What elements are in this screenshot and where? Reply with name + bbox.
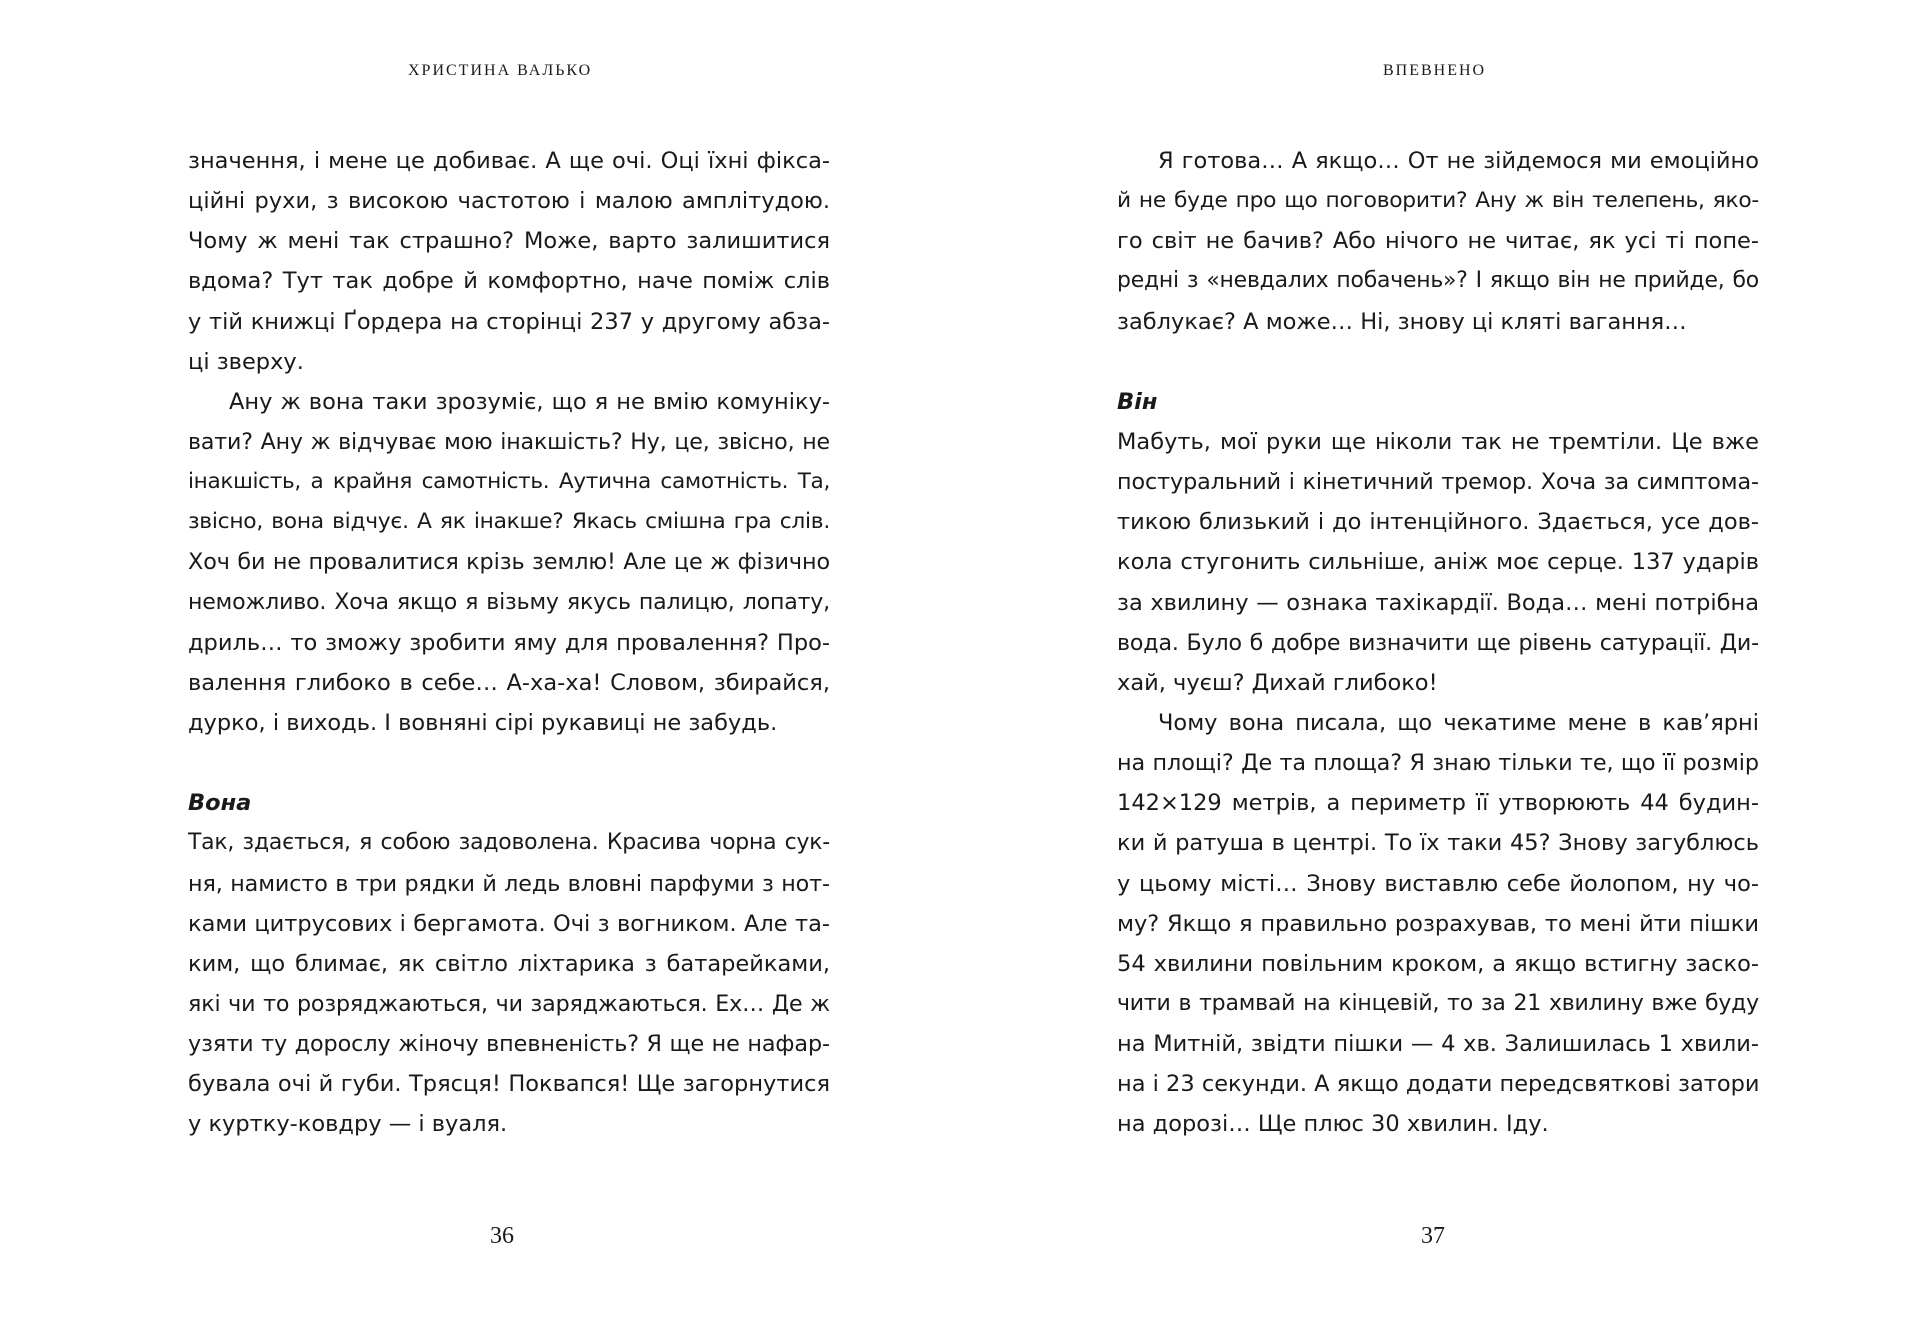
text-line: узяти ту дорослу жіночу впевненість? Я ще не нафар- [188,1031,830,1058]
text-line: у куртку-ковдру — і вуаля. [188,1111,508,1138]
text-line: ня, намисто в три рядки й ледь вловні парфуми з нот- [188,870,830,897]
text-line: у цьому місті… Знову виставлю себе йолопом, ну чо- [1117,870,1759,897]
text-line: постуральний і кінетичний тремор. Хоча за симптома- [1117,469,1759,496]
text-line: на Митній, звідти пішки — 4 хв. Залишилась 1 хвили- [1117,1031,1759,1058]
text-line: вдома? Тут так добре й комфортно, наче поміж слів [188,268,830,295]
text-line: на дорозі… Ще плюс 30 хвилин. Іду. [1117,1111,1549,1138]
text-line: кола стугонить сильніше, аніж моє серце. 137 ударів [1117,549,1759,576]
text-line: Мабуть, мої руки ще ніколи так не тремтіли. Це вже [1117,428,1759,455]
text-line: Я готова… А якщо… От не зійдемося ми емоційно [1158,148,1759,174]
running-head-author: ХРИСТИНА ВАЛЬКО [408,62,593,79]
text-line: інакшість, а крайня самотність. Аутична самотність. Та, [188,469,830,495]
text-line: Чому вона писала, що чекатиме мене в кав’ярні [1158,709,1759,736]
running-head-title: ВПЕВНЕНО [1383,62,1487,79]
text-line: му? Якщо я правильно розрахував, то мені йти пішки [1117,910,1759,937]
text-line: ким, що блимає, як світло ліхтарика з батарейками, [188,950,830,977]
text-line: ками цитрусових і бергамота. Очі з вогником. Але та- [188,910,830,937]
page-number: 37 [1421,1223,1445,1249]
text-line: вода. Було б добре визначити ще рівень сатурації. Ди- [1117,629,1759,656]
text-line: дурко, і виходь. І вовняні сірі рукавиці не забудь. [188,709,778,736]
text-line: заблукає? А може… Ні, знову ці кляті вагання… [1117,308,1687,335]
section-spacer [188,743,830,783]
text-line: 54 хвилини повільним кроком, а якщо встигну заско- [1117,950,1759,977]
text-line: бувала очі й губи. Трясця! Поквапся! Ще загорнутися [188,1071,830,1098]
text-line: Ану ж вона таки зрозуміє, що я не вмію комуніку- [229,388,830,415]
text-line: тикою близький і до інтенційного. Здається, усе дов- [1117,509,1759,536]
text-line: ці зверху. [188,348,304,375]
right-page-text [1117,141,1759,1145]
right-page [960,0,1920,1324]
text-line: Чому ж мені так страшно? Може, варто залишитися [188,228,830,255]
text-line: неможливо. Хоча якщо я візьму якусь палицю, лопату, [188,589,830,615]
text-line: хай, чуєш? Дихай глибоко! [1117,669,1438,696]
text-line: валення глибоко в себе… А-ха-ха! Словом, збирайся, [188,669,830,696]
text-line: Так, здається, я собою задоволена. Красива чорна сук- [188,830,830,856]
text-line: за хвилину — ознака тахікардії. Вода… мені потрібна [1117,589,1759,616]
left-page-text [188,141,830,1145]
text-line: які чи то розряджаються, чи заряджаються. Ех… Де ж [188,990,830,1017]
text-line: ки й ратуша в центрі. То їх таки 45? Знову загублюсь [1117,830,1759,857]
section-heading: Вона [188,790,252,817]
page-number: 36 [490,1223,514,1249]
text-line: вати? Ану ж відчуває мою інакшість? Ну, це, звісно, не [188,428,830,455]
text-line: го світ не бачив? Або нічого не читає, як усі ті попе- [1117,228,1759,255]
text-line: чити в трамвай на кінцевій, то за 21 хвилину вже буду [1117,990,1759,1016]
text-line: на площі? Де та площа? Я знаю тільки те, що її розмір [1117,750,1759,777]
text-line: у тій книжці Ґордера на сторінці 237 у другому абза- [188,308,830,335]
text-line: ційні рухи, з високою частотою і малою амплітудою. [188,188,830,215]
text-line: й не буде про що поговорити? Ану ж він телепень, яко- [1117,188,1759,214]
section-spacer [1117,342,1759,382]
text-line: дриль… то зможу зробити яму для провалення? Про- [188,629,830,656]
text-line: Хоч би не провалитися крізь землю! Але це ж фізично [188,549,830,576]
text-line: звісно, вона відчує. А як інакше? Якась смішна гра слів. [188,509,830,535]
text-line: на і 23 секунди. А якщо додати передсвяткові затори [1117,1071,1760,1098]
text-line: редні з «невдалих побачень»? І якщо він не прийде, бо [1117,268,1759,294]
section-heading: Він [1117,388,1158,415]
text-line: 142×129 метрів, а периметр її утворюють 44 будин- [1117,790,1759,817]
text-line: значення, і мене це добиває. А ще очі. Оці їхні фікса- [188,148,830,174]
